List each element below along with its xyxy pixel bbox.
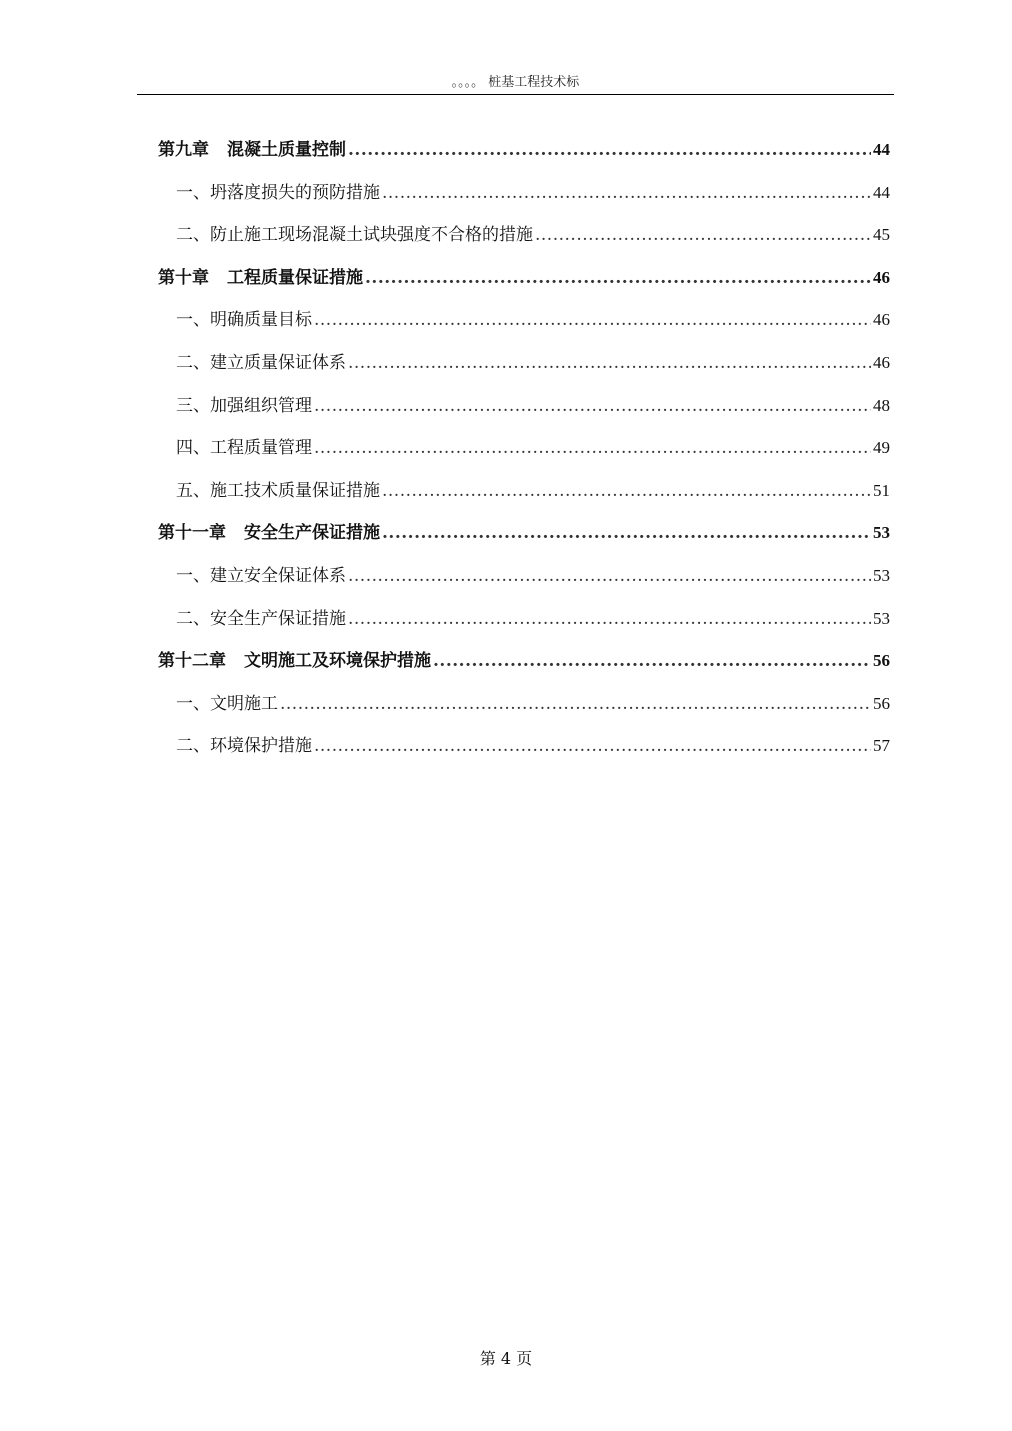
toc-leader (348, 555, 871, 598)
toc-leader (382, 172, 871, 215)
toc-leader (433, 640, 871, 683)
toc-chapter-9[interactable] (158, 129, 890, 172)
toc-title: 防止施工现场混凝土试块强度不合格的措施 (210, 225, 533, 246)
toc-leader (314, 725, 871, 768)
toc-entry[interactable] (158, 470, 890, 513)
toc-chapter-12[interactable] (158, 640, 890, 683)
toc-page-number: 45 (873, 225, 890, 245)
toc-number: 第九章 (158, 140, 209, 160)
toc-title: 建立质量保证体系 (210, 352, 346, 373)
table-of-contents (158, 129, 890, 768)
toc-page-number: 46 (873, 310, 890, 330)
toc-entry[interactable] (158, 555, 890, 598)
toc-title: 文明施工及环境保护措施 (244, 651, 431, 672)
toc-title: 环境保护措施 (210, 736, 312, 757)
toc-entry[interactable] (158, 299, 890, 342)
running-header: 。。。。 桩基工程技术标 (451, 75, 580, 90)
toc-page-number: 53 (873, 565, 890, 585)
toc-leader (382, 470, 871, 513)
toc-chapter-10[interactable] (158, 257, 890, 300)
toc-number: 一、 (176, 565, 210, 586)
toc-entry[interactable] (158, 214, 890, 257)
toc-number: 一、 (176, 693, 210, 714)
toc-title: 安全生产保证措施 (244, 523, 380, 544)
toc-page-number: 51 (873, 480, 890, 500)
toc-title: 施工技术质量保证措施 (210, 480, 380, 501)
toc-number: 二、 (176, 225, 210, 246)
toc-leader (280, 683, 871, 726)
toc-title: 文明施工 (210, 693, 278, 714)
toc-number: 二、 (176, 608, 210, 629)
toc-page-number: 57 (873, 736, 890, 756)
toc-leader (382, 512, 871, 555)
toc-leader (535, 214, 871, 257)
toc-page-number: 53 (873, 523, 890, 543)
toc-title: 加强组织管理 (210, 395, 312, 416)
toc-number: 二、 (176, 736, 210, 757)
toc-entry[interactable] (158, 385, 890, 428)
toc-title: 坍落度损失的预防措施 (210, 182, 380, 203)
toc-leader (314, 385, 871, 428)
toc-page-number: 48 (873, 395, 890, 415)
toc-title: 工程质量管理 (210, 438, 312, 459)
toc-number: 一、 (176, 310, 210, 331)
toc-leader (365, 257, 871, 300)
toc-entry[interactable] (158, 683, 890, 726)
toc-page-number: 44 (873, 182, 890, 202)
toc-title: 混凝土质量控制 (227, 140, 346, 160)
toc-page-number: 46 (873, 267, 890, 287)
toc-number: 二、 (176, 352, 210, 373)
page-footer: 第 4 页 (479, 1349, 533, 1368)
toc-page-number: 44 (873, 140, 890, 159)
toc-title: 工程质量保证措施 (227, 267, 363, 288)
toc-page-number: 49 (873, 438, 890, 458)
toc-number: 第十一章 (158, 523, 226, 544)
toc-leader (348, 342, 871, 385)
toc-page-number: 53 (873, 608, 890, 628)
toc-number: 四、 (176, 438, 210, 459)
toc-entry[interactable] (158, 427, 890, 470)
toc-page-number: 56 (873, 693, 890, 713)
toc-leader (314, 299, 871, 342)
toc-entry[interactable] (158, 342, 890, 385)
toc-leader (348, 129, 871, 172)
toc-page-number: 56 (873, 651, 890, 671)
toc-number: 一、 (176, 182, 210, 203)
toc-number: 第十二章 (158, 651, 226, 672)
toc-chapter-11[interactable] (158, 512, 890, 555)
toc-number: 第十章 (158, 267, 209, 288)
toc-number: 三、 (176, 395, 210, 416)
header-rule (137, 94, 894, 95)
toc-entry[interactable] (158, 725, 890, 768)
toc-leader (314, 427, 871, 470)
toc-leader (348, 598, 871, 641)
toc-title: 建立安全保证体系 (210, 565, 346, 586)
toc-entry[interactable] (158, 598, 890, 641)
toc-number: 五、 (176, 480, 210, 501)
toc-page-number: 46 (873, 352, 890, 372)
toc-title: 安全生产保证措施 (210, 608, 346, 629)
toc-title: 明确质量目标 (210, 310, 312, 331)
toc-entry[interactable] (158, 172, 890, 215)
